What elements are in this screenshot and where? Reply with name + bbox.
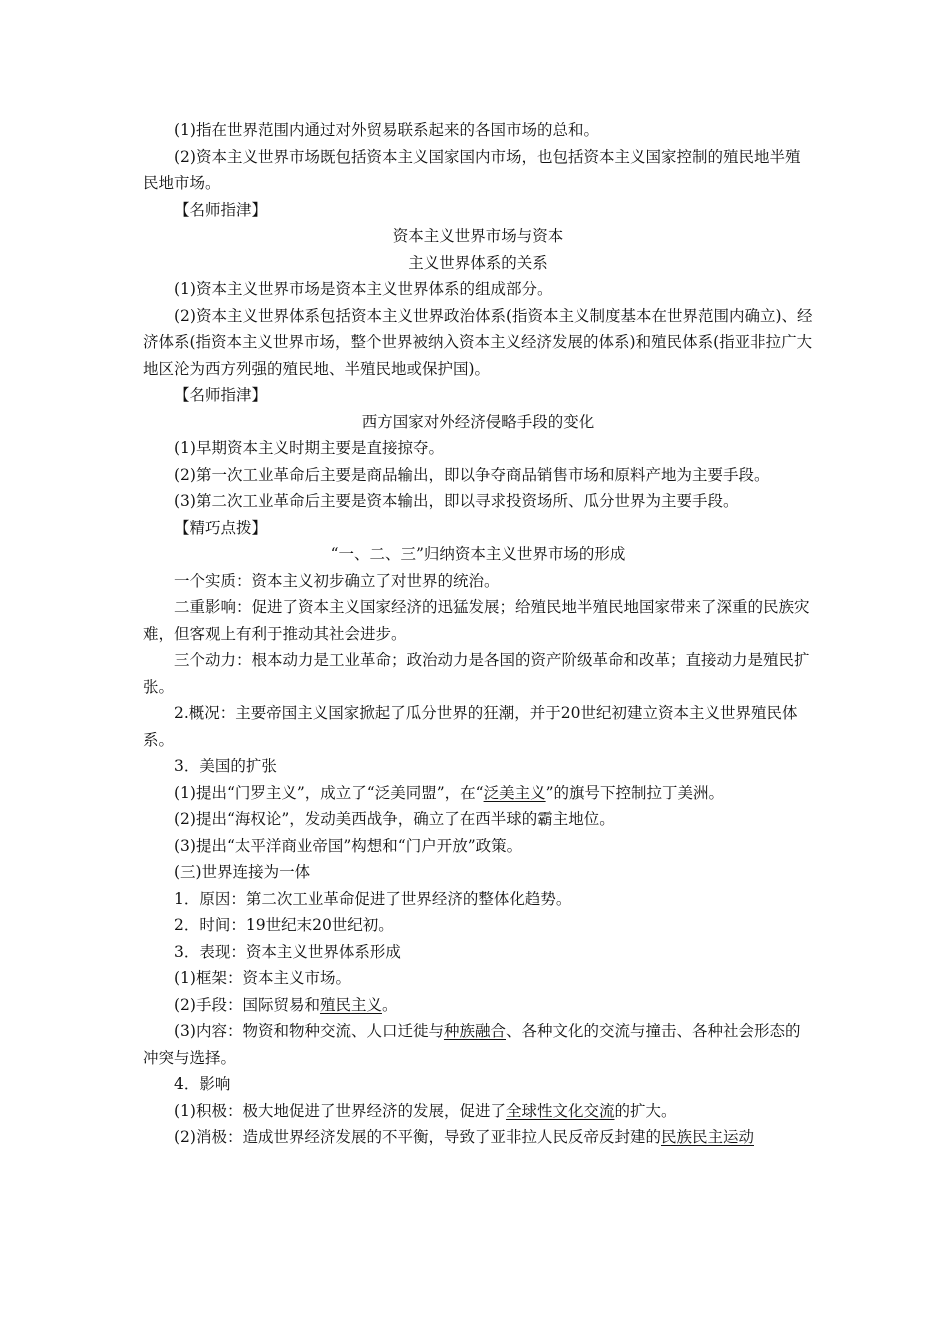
paragraph: (3)第二次工业革命后主要是资本输出，即以寻求投资场所、瓜分世界为主要手段。 (174, 492, 739, 510)
paragraph (143, 1124, 813, 1151)
paragraph (143, 780, 813, 807)
tip-label: 【名师指津】 (174, 200, 268, 219)
paragraph: (2)提出“海权论”，发动美西战争，确立了在西半球的霸主地位。 (174, 810, 615, 828)
tip-title: 主义世界体系的关系 (408, 253, 548, 272)
paragraph: 2．时间：19世纪末20世纪初。 (174, 916, 394, 934)
text-run: (1)积极：极大地促进了世界经济的发展，促进了 (174, 1101, 506, 1120)
paragraph: (2)资本主义世界市场既包括资本主义国家国内市场，也包括资本主义国家控制的殖民地半殖民地市场。 (143, 147, 801, 192)
paragraph (143, 992, 813, 1019)
tip-title: 资本主义世界市场与资本 (392, 227, 564, 245)
paragraph: 1．原因：第二次工业革命促进了世界经济的整体化趋势。 (174, 889, 572, 908)
section-heading: 3．美国的扩张 (174, 757, 277, 775)
paragraph: (1)资本主义世界市场是资本主义世界体系的组成部分。 (174, 280, 553, 298)
tip-title: “一、二、三”归纳资本主义世界市场的形成 (330, 545, 626, 563)
underlined-term: 泛美主义 (483, 783, 546, 802)
paragraph: 3．表现：资本主义世界体系形成 (174, 942, 401, 961)
document-body (143, 117, 813, 1151)
paragraph (143, 1098, 813, 1125)
text-run: (2)手段：国际贸易和 (174, 995, 320, 1014)
paragraph (143, 1018, 813, 1071)
text-run: 、各种文化的交流与撞击、各种社会形态的冲突与选择。 (143, 1022, 801, 1067)
paragraph: 2.概况：主要帝国主义国家掀起了瓜分世界的狂潮，并于20世纪初建立资本主义世界殖民体系。 (143, 704, 798, 749)
section-heading: 4．影响 (174, 1075, 231, 1093)
tip-label: 【名师指津】 (174, 386, 268, 404)
paragraph: (2)第一次工业革命后主要是商品输出，即以争夺商品销售市场和原料产地为主要手段。 (174, 465, 770, 484)
underlined-term: 民族民主运动 (660, 1128, 754, 1146)
paragraph: 三个动力：根本动力是工业革命；政治动力是各国的资产阶级革命和改革；直接动力是殖民扩张。 (143, 651, 810, 696)
text-run: 。 (381, 995, 398, 1014)
underlined-term: 殖民主义 (319, 995, 382, 1014)
paragraph: (3)提出“太平洋商业帝国”构想和“门户开放”政策。 (174, 836, 523, 855)
text-run: 的扩大。 (614, 1101, 677, 1120)
paragraph: 二重影响：促进了资本主义国家经济的迅猛发展；给殖民地半殖民地国家带来了深重的民族灾难，但客观上有利于推动其社会进步。 (143, 598, 810, 643)
tip-title: 西方国家对外经济侵略手段的变化 (361, 412, 595, 431)
tip-label: 【精巧点拨】 (174, 518, 268, 537)
paragraph: (1)早期资本主义时期主要是直接掠夺。 (174, 439, 444, 457)
text-run: (2)消极：造成世界经济发展的不平衡，导致了亚非拉人民反帝反封建的 (174, 1128, 661, 1146)
paragraph: (1)指在世界范围内通过对外贸易联系起来的各国市场的总和。 (174, 121, 599, 139)
text-run: (1)提出“门罗主义”，成立了“泛美同盟”，在“ (174, 783, 484, 802)
underlined-term: 全球性文化交流 (505, 1101, 615, 1120)
text-run: (3)内容：物资和物种交流、人口迁徙与 (174, 1022, 444, 1040)
paragraph: (1)框架：资本主义市场。 (174, 969, 351, 987)
underlined-term: 种族融合 (443, 1022, 506, 1040)
section-heading: (三)世界连接为一体 (174, 863, 311, 881)
text-run: ”的旗号下控制拉丁美洲。 (545, 783, 725, 802)
paragraph: 一个实质：资本主义初步确立了对世界的统治。 (174, 571, 500, 590)
paragraph: (2)资本主义世界体系包括资本主义世界政治体系(指资本主义制度基本在世界范围内确立)、经济体系(指资本主义世界市场，整个世界被纳入资本主义经济发展的体系)和殖民体系(指亚非拉广大地区沦为西方列强的殖民地、半殖民地或保护国)。 (143, 306, 813, 378)
